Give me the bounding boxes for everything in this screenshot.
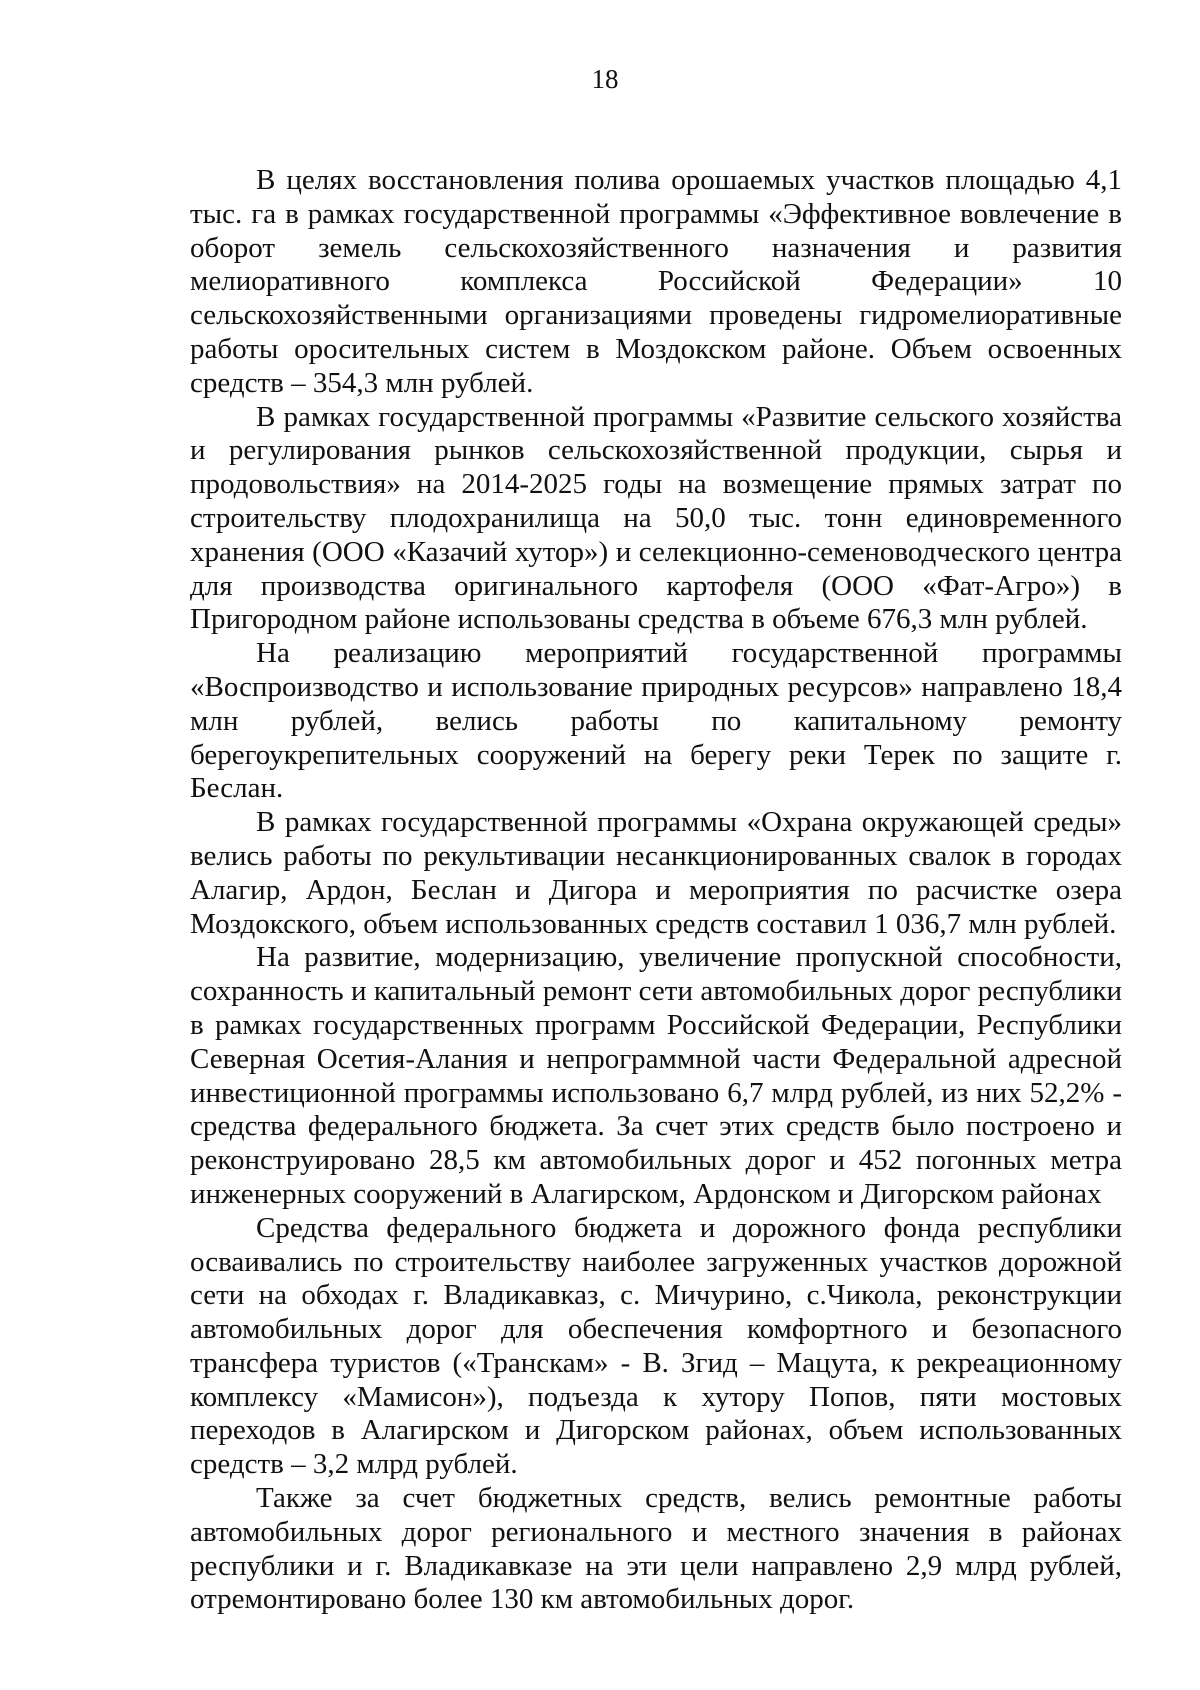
paragraph-federal-budget-roads: Средства федерального бюджета и дорожного фонда республики осваивались по строительству наиболее загруженных участков дорожной сети на обходах г. Владикавказ, с. Мичурино, с.Чикола, реконструкции автомобильных дорог для обеспечения комфортного и безопасного трансфера туристов («Транскам» - В. Згид – Мацута, к рекреационному комплексу «Мамисон»), подъезда к хутору Попов, пяти мостовых переходов в Алагирском и Дигорском районах, объем использованных средств – 3,2 млрд рублей. <box>190 1211 1122 1481</box>
paragraph-environment: В рамках государственной программы «Охрана окружающей среды» велись работы по рекультивации несанкционированных свалок в городах Алагир, Ардон, Беслан и Дигора и мероприятия по расчистке озера Моздокского, объем использованных средств составил 1 036,7 млн рублей. <box>190 806 1122 940</box>
paragraph-road-network: На развитие, модернизацию, увеличение пропускной способности, сохранность и капитальный ремонт сети автомобильных дорог республики в рамках государственных программ Российской Федерации, Республики Северная Осетия-Алания и непрограммной части Федеральной адресной инвестиционной программы использовано 6,7 млрд рублей, из них 52,2% - средства федерального бюджета. За счет этих средств было построено и реконструировано 28,5 км автомобильных дорог и 452 погонных метра инженерных сооружений в Алагирском, Ардонском и Дигорском районах <box>190 941 1122 1210</box>
document-body <box>190 164 1122 1617</box>
page-number: 18 <box>591 64 619 94</box>
paragraph-road-repairs: Также за счет бюджетных средств, велись ремонтные работы автомобильных дорог регионального и местного значения в районах республики и г. Владикавказе на эти цели направлено 2,9 млрд рублей, отремонтировано более 130 км автомобильных дорог. <box>190 1482 1122 1616</box>
paragraph-irrigation: В целях восстановления полива орошаемых участков площадью 4,1 тыс. га в рамках государственной программы «Эффективное вовлечение в оборот земель сельскохозяйственного назначения и развития мелиоративного комплекса Российской Федерации» 10 сельскохозяйственными организациями проведены гидромелиоративные работы оросительных систем в Моздокском районе. Объем освоенных средств – 354,3 млн рублей. <box>190 164 1122 399</box>
paragraph-natural-resources: На реализацию мероприятий государственной программы «Воспроизводство и использование природных ресурсов» направлено 18,4 млн рублей, велись работы по капитальному ремонту берегоукрепительных сооружений на берегу реки Терек по защите г. Беслан. <box>190 637 1122 805</box>
paragraph-agriculture-program: В рамках государственной программы «Развитие сельского хозяйства и регулирования рынков сельскохозяйственной продукции, сырья и продовольствия» на 2014-2025 годы на возмещение прямых затрат по строительству плодохранилища на 50,0 тыс. тонн единовременного хранения (ООО «Казачий хутор») и селекционно-семеноводческого центра для производства оригинального картофеля (ООО «Фат-Агро») в Пригородном районе использованы средства в объеме 676,3 млн рублей. <box>190 400 1122 636</box>
